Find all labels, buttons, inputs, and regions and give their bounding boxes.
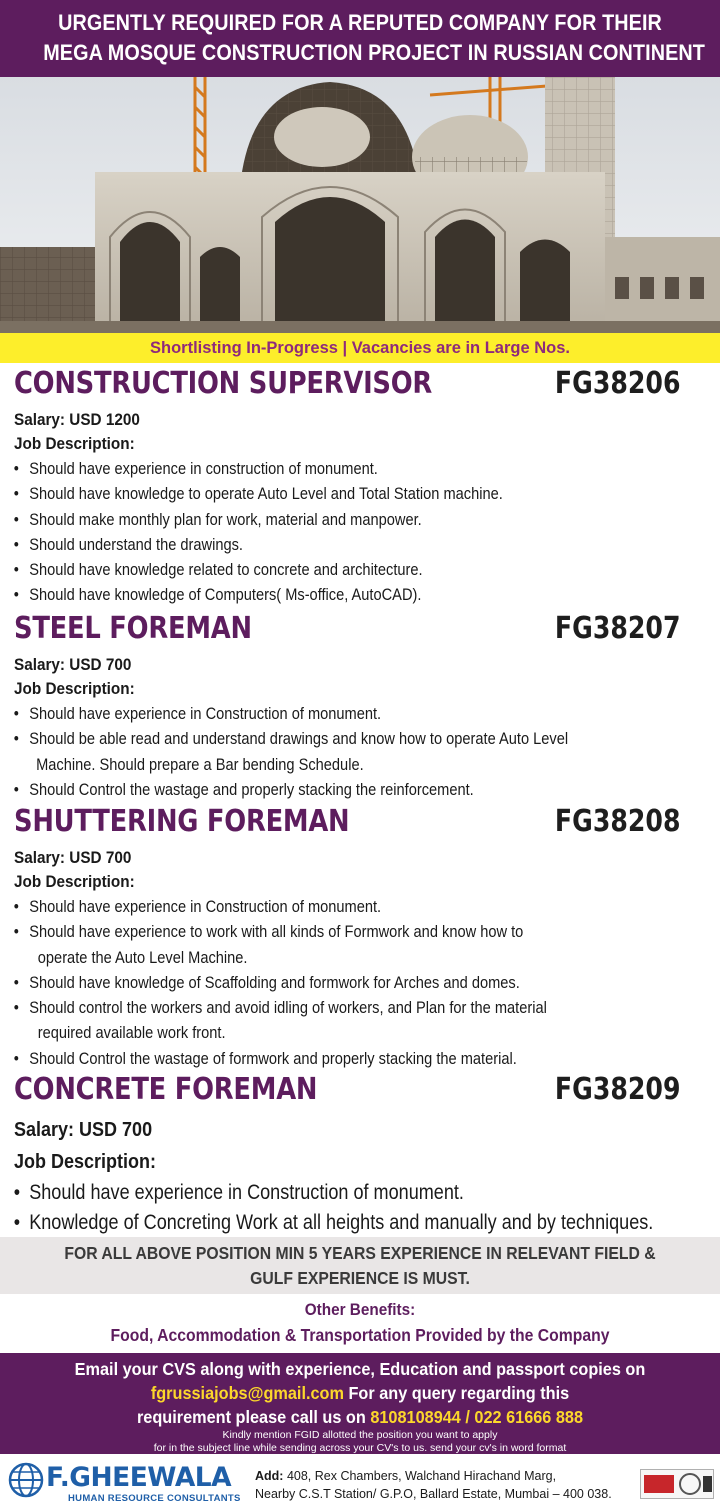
- job-bullet: • Should have experience in Construction of monument.: [12, 1178, 621, 1208]
- job-bullet: [12, 726, 621, 751]
- other-benefits: [0, 1297, 720, 1347]
- job-bullet: • Should control the workers and avoid idling of workers, and Plan for the material: [12, 995, 621, 1020]
- job-bullet: • Should have experience in Construction of monument.: [12, 701, 621, 726]
- apply-line-1: Email your CVS along with experience, Education and passport copies on: [74, 1359, 646, 1379]
- apply-line-2: [25, 1381, 695, 1405]
- job-title: STEEL FOREMAN: [14, 611, 252, 646]
- footer: [0, 1454, 720, 1512]
- apply-panel: [0, 1353, 720, 1454]
- job-shuttering-foreman: [0, 804, 720, 1071]
- job-bullet: • Should have knowledge to operate Auto Level and Total Station machine.: [12, 481, 621, 506]
- shortlisting-text: Shortlisting In-Progress | Vacancies are in Large Nos.: [149, 339, 570, 357]
- job-title-row: [0, 804, 720, 846]
- header-banner: [0, 0, 720, 77]
- job-title-row: [0, 611, 720, 653]
- job-bullet: • Should have knowledge related to concrete and architecture.: [12, 557, 621, 582]
- job-concrete-foreman: [0, 1072, 720, 1238]
- job-salary: Salary: USD 1200: [14, 410, 140, 429]
- job-bullet: • Should understand the drawings.: [12, 532, 621, 557]
- brand-subtitle: HUMAN RESOURCE CONSULTANTS: [68, 1493, 241, 1504]
- job-salary: Salary: USD 700: [14, 655, 132, 674]
- shortlisting-strip: [0, 333, 720, 363]
- job-bullet: • Should have experience in Construction of monument.: [12, 894, 621, 919]
- apply-line-3: [25, 1405, 695, 1429]
- job-code: FG38209: [554, 1072, 680, 1107]
- benefits-text: Food, Accommodation & Transportation Provided by the Company: [110, 1325, 610, 1345]
- job-bullet-continuation: Machine. Should prepare a Bar bending Schedule.: [36, 754, 364, 774]
- job-bullet-line: Should be able read and understand drawings and know how to operate Auto Level: [29, 729, 569, 749]
- apply-note-1: Kindly mention FGID allotted the position you want to apply: [222, 1429, 498, 1441]
- job-code: FG38208: [554, 804, 680, 839]
- job-code: FG38207: [554, 611, 680, 646]
- job-bullet: • Knowledge of Concreting Work at all heights and manually and by techniques.: [12, 1208, 621, 1238]
- job-bullet: • Should have experience to work with all kinds of Formwork and know how to: [12, 919, 621, 944]
- job-title: CONCRETE FOREMAN: [14, 1072, 318, 1107]
- job-bullet-list: [12, 1178, 720, 1238]
- benefits-title: Other Benefits:: [304, 1300, 416, 1319]
- job-bullet: • Should make monthly plan for work, material and manpower.: [12, 507, 621, 532]
- globe-logo-icon: [8, 1462, 44, 1498]
- job-title-row: [0, 366, 720, 408]
- address-line-1: [255, 1467, 612, 1485]
- job-description-label: Job Description:: [14, 679, 135, 698]
- job-bullet: • Should have experience in construction of monument.: [12, 456, 621, 481]
- header-line-2: MEGA MOSQUE CONSTRUCTION PROJECT IN RUSSIAN CONTINENT: [43, 40, 705, 65]
- job-title: SHUTTERING FOREMAN: [14, 804, 350, 839]
- certification-badge-icon: [640, 1469, 714, 1499]
- job-code: FG38206: [554, 366, 680, 401]
- address-label: Add:: [255, 1469, 284, 1483]
- job-bullet-continuation: required available work front.: [37, 1023, 226, 1043]
- address: [255, 1467, 612, 1503]
- job-bullet-list: [12, 701, 720, 802]
- job-bullet: • Should Control the wastage of formwork and properly stacking the material.: [12, 1046, 621, 1071]
- experience-requirement-box: [0, 1237, 720, 1294]
- job-title: CONSTRUCTION SUPERVISOR: [14, 366, 433, 401]
- job-salary: Salary: USD 700: [14, 848, 132, 867]
- experience-line-1: FOR ALL ABOVE POSITION MIN 5 YEARS EXPERIENCE IN RELEVANT FIELD &: [64, 1243, 656, 1263]
- address-line-1-text: 408, Rex Chambers, Walchand Hirachand Marg,: [286, 1469, 557, 1483]
- mosque-construction-photo: [0, 77, 720, 333]
- job-title-row: [0, 1072, 720, 1114]
- job-steel-foreman: [0, 611, 720, 802]
- job-bullet: • Should have knowledge of Scaffolding and formwork for Arches and domes.: [12, 970, 621, 995]
- brand-name: F.GHEEWALA: [46, 1462, 232, 1493]
- job-description-label: Job Description:: [14, 1151, 157, 1173]
- job-bullet: • Should have knowledge of Computers( Ms-office, AutoCAD).: [12, 582, 621, 607]
- job-bullet-list: [12, 456, 720, 608]
- phone-numbers[interactable]: 8108108944 / 022 61666 888: [370, 1407, 584, 1427]
- header-line-1: URGENTLY REQUIRED FOR A REPUTED COMPANY FOR THEIR: [58, 10, 662, 35]
- job-description-label: Job Description:: [14, 434, 135, 453]
- apply-line-3-lead: requirement please call us on: [136, 1407, 366, 1427]
- apply-note-2: for in the subject line while sending across your CV's to us. send your cv's in word format: [153, 1442, 567, 1454]
- job-bullet-list: [12, 894, 720, 1071]
- apply-line-2-rest: For any query regarding this: [348, 1383, 570, 1403]
- address-line-2: Nearby C.S.T Station/ G.P.O, Ballard Estate, Mumbai – 400 038.: [255, 1487, 612, 1501]
- email-link[interactable]: fgrussiajobs@gmail.com: [150, 1383, 344, 1403]
- job-construction-supervisor: [0, 366, 720, 608]
- experience-line-2: GULF EXPERIENCE IS MUST.: [250, 1268, 470, 1288]
- job-description-label: Job Description:: [14, 872, 135, 891]
- job-bullet-continuation: operate the Auto Level Machine.: [37, 947, 248, 967]
- job-salary: Salary: USD 700: [14, 1119, 153, 1141]
- job-bullet: • Should Control the wastage and properly stacking the reinforcement.: [12, 777, 621, 802]
